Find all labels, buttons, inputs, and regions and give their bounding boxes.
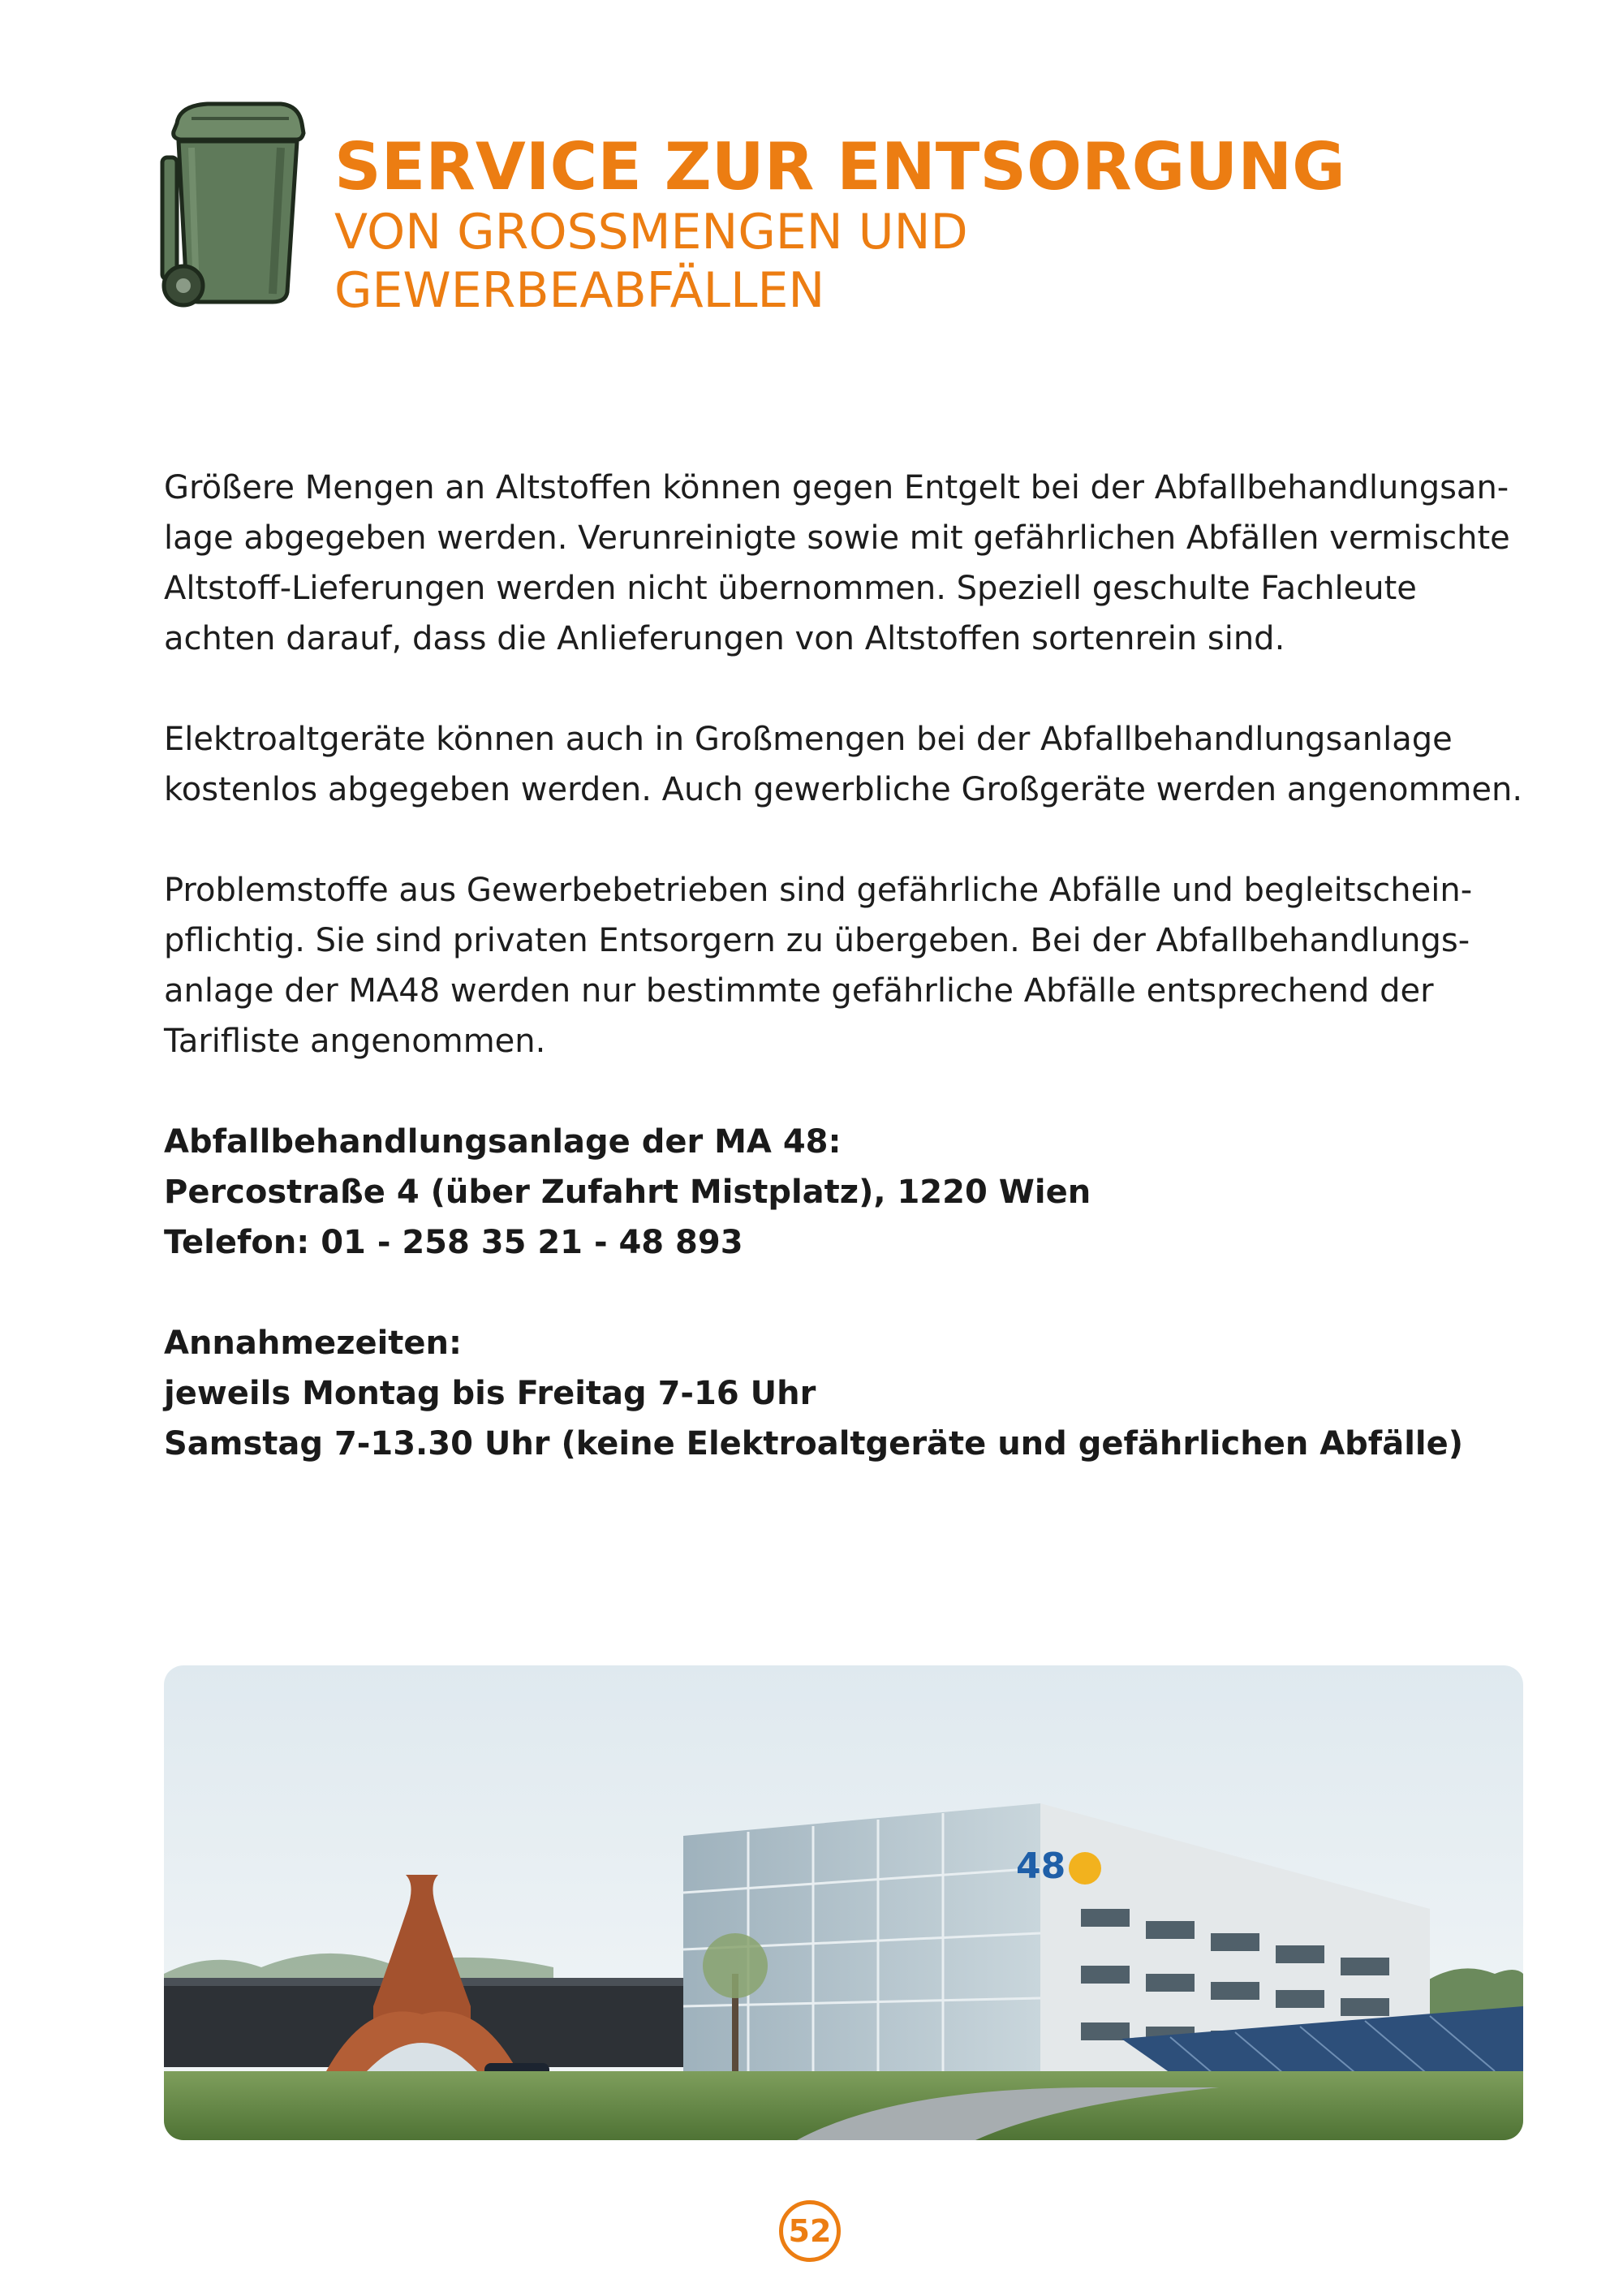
building-sign: 48 <box>1016 1846 1066 1887</box>
contact-name: Abfallbehandlungsanlage der MA 48: <box>164 1123 842 1161</box>
title-main: SERVICE ZUR ENTSORGUNG <box>334 129 1345 205</box>
hours-heading: Annahmezeiten: <box>164 1325 463 1362</box>
contact-address: Percostraße 4 (über Zufahrt Mistplatz), 1220 Wien <box>164 1174 1091 1211</box>
page-number: 52 <box>779 2200 841 2262</box>
page-title <box>334 131 1511 320</box>
title-sub-line1: VON GROSSMENGEN UND <box>334 204 968 261</box>
paragraph-elektroaltgeraete: Elektroaltgeräte können auch in Großmengen bei der Abfallbehandlungsanlage kostenlos abgegeben werden. Auch gewerbliche Großgeräte werden angenommen. <box>164 721 1523 808</box>
title-sub-line2: GEWERBEABFÄLLEN <box>334 262 825 319</box>
hours-saturday: Samstag 7-13.30 Uhr (keine Elektroaltgeräte und gefährlichen Abfälle) <box>164 1425 1464 1462</box>
contact-block <box>164 1117 1527 1268</box>
waste-bin-icon <box>159 99 307 317</box>
body-content <box>164 463 1527 1519</box>
paragraph-problemstoffe: Problemstoffe aus Gewerbebetrieben sind gefährliche Abfälle und begleitschein-pflichtig. Sie sind privaten Entsorgern zu übergeben. Bei der Abfallbehandlungs-anlage der MA48 werden nur bestimmte gefährliche Abfälle entsprechend der Tarifliste angenommen. <box>164 872 1473 1060</box>
facility-photo <box>164 1665 1523 2140</box>
paragraph-altstoffe: Größere Mengen an Altstoffen können gegen Entgelt bei der Abfallbehandlungsan-lage abgegeben werden. Verunreinigte sowie mit gefährlichen Abfällen vermischte Altstoff-Lieferungen werden nicht übernommen. Speziell geschulte Fachleute achten darauf, dass die Anlieferungen von Altstoffen sortenrein sind. <box>164 469 1510 657</box>
contact-phone: Telefon: 01 - 258 35 21 - 48 893 <box>164 1224 743 1261</box>
hours-block <box>164 1318 1527 1469</box>
hours-weekdays: jeweils Montag bis Freitag 7-16 Uhr <box>164 1375 816 1412</box>
